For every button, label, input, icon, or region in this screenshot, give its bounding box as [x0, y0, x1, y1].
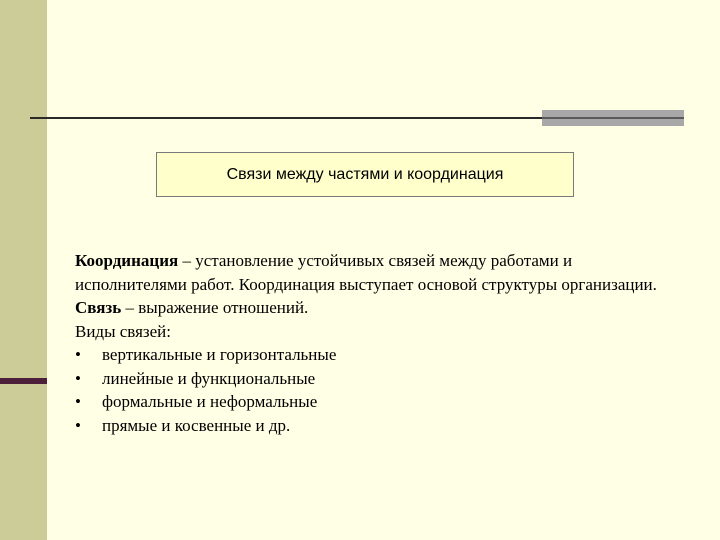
coordination-definition [75, 249, 685, 296]
side-accent-stripe [0, 378, 47, 384]
horizontal-rule [30, 117, 542, 119]
list-item-text: прямые и косвенные и др. [102, 415, 291, 435]
bullet-icon: • [75, 345, 81, 364]
link-text: – выражение отношений. [121, 298, 309, 317]
list-item [75, 390, 685, 414]
link-term: Связь [75, 298, 122, 317]
list-item-text: линейные и функциональные [102, 368, 316, 388]
rule-accent-line [542, 117, 684, 119]
link-definition [75, 296, 685, 320]
list-item [75, 367, 685, 391]
side-decor-bar [0, 0, 47, 540]
list-item [75, 343, 685, 367]
slide-title-box [156, 152, 574, 197]
bullet-icon: • [75, 368, 81, 388]
link-types-list [75, 343, 685, 437]
list-item [75, 414, 685, 438]
list-item-text: формальные и неформальные [102, 392, 318, 411]
slide-title: Связи между частями и координация [226, 165, 504, 183]
link-types-heading: Виды связей: [75, 321, 172, 341]
bullet-icon: • [75, 415, 81, 435]
bullet-icon: • [75, 392, 81, 411]
coordination-text: – установление устойчивых связей между работами и исполнителями работ. Координация выступает основой структуры организации. [75, 251, 657, 294]
list-item-text: вертикальные и горизонтальные [102, 345, 337, 364]
slide-content [75, 249, 685, 437]
coordination-term: Координация [75, 251, 179, 270]
